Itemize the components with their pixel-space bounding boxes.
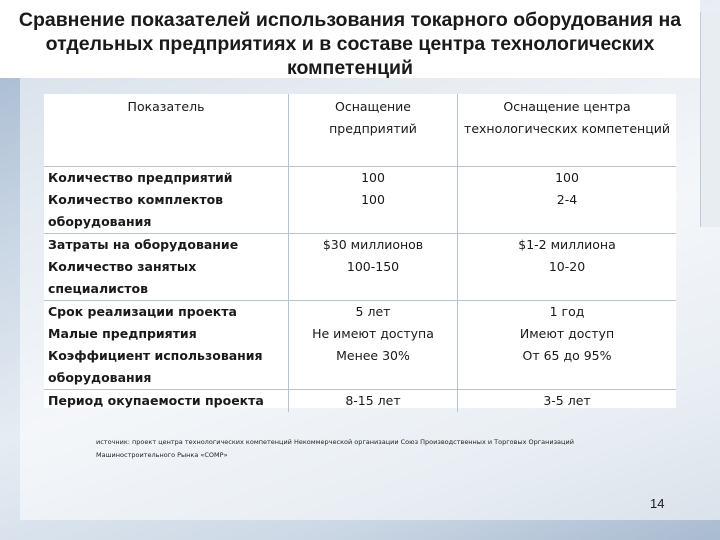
enterprises-cell: 100-150 [289,256,458,301]
enterprises-cell: 100 [289,167,458,190]
enterprises-cell: $30 миллионов [289,234,458,257]
table-row [44,301,676,324]
table-header-row [44,94,676,167]
indicator-cell: Количество предприятий [44,167,289,190]
side-strip [700,12,720,227]
center-cell: 3-5 лет [543,393,591,408]
table-row [44,256,676,301]
enterprises-cell: 100 [289,189,458,234]
header-enterprises: Оснащение предприятий [289,94,458,167]
center-cell: 2-4 [458,189,677,234]
slide-title: Сравнение показателей использования токарного оборудования на отдельных предприятиях и в составе центра технологических компетенций [18,9,682,79]
header-center: Оснащение центра технологических компетенций [458,94,677,167]
enterprises-cell: Менее 30% [289,345,458,390]
center-cell: От 65 до 95% [458,345,677,390]
center-cell: 1 год [549,304,585,319]
center-cell: $1-2 миллиона [518,237,616,252]
table-row [44,390,676,413]
indicator-cell: Срок реализации проекта [44,301,289,324]
center-cell: Имеют доступ [519,326,615,341]
indicator-cell: Период окупаемости проекта [44,390,289,413]
table-row [44,167,676,190]
source-note: источник: проект центра технологических компетенций Некоммерческой организации Союз Производственных и Торговых Организаций Машиностроительного Рынка «СОМР» [96,438,574,459]
indicator-cell: Количество занятых специалистов [44,256,289,301]
indicator-cell: Затраты на оборудование [44,234,289,257]
header-indicator: Показатель [44,94,289,167]
enterprises-cell: Не имеют доступа [289,323,458,345]
indicator-cell: Коэффициент использования оборудования [44,345,289,390]
table-row [44,345,676,390]
indicator-cell: Количество комплектов оборудования [44,189,289,234]
table-row [44,189,676,234]
page-number: 14 [650,496,665,511]
indicator-cell: Малые предприятия [44,323,289,345]
center-cell: 10-20 [458,256,677,301]
enterprises-cell: 5 лет [289,301,458,324]
enterprises-cell: 8-15 лет [289,390,458,413]
table-row [44,323,676,345]
center-cell: 100 [555,170,579,185]
table-row [44,234,676,257]
comparison-table [44,94,676,408]
